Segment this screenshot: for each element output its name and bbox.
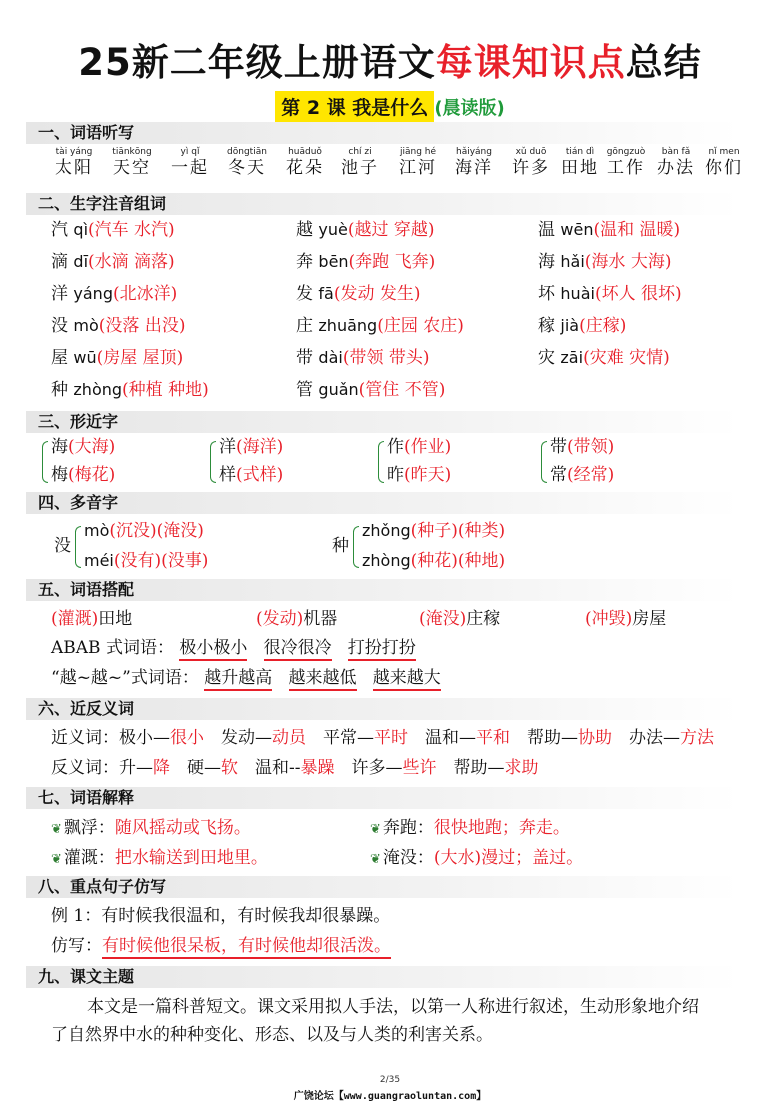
polyphone-brace <box>75 526 81 568</box>
theme-line-1: 本文是一篇科普短文。课文采用拟人手法，以第一人称进行叙述，生动形象地介绍 <box>87 997 699 1017</box>
pair-label: 近义词： <box>51 728 119 748</box>
vocab-hanzi: 天空 <box>113 158 151 178</box>
collocation <box>585 607 666 631</box>
char-pinyin: huài <box>560 284 595 303</box>
char-hanzi: 带 <box>296 348 313 368</box>
similar-word: (经常) <box>567 465 615 485</box>
char-hanzi: 坏 <box>538 284 555 304</box>
char-entry <box>296 314 464 338</box>
definition <box>51 846 268 872</box>
vocab-pinyin: yì qǐ <box>180 147 200 157</box>
similar-word: (海洋) <box>236 437 284 457</box>
similar-top <box>550 435 614 459</box>
pair-match: 很小 <box>170 728 204 748</box>
similar-top <box>387 435 451 459</box>
vocab-hanzi: 你们 <box>705 158 743 178</box>
char-pinyin: hǎi <box>560 252 585 271</box>
synonym-row <box>51 726 714 750</box>
char-entry <box>296 282 421 306</box>
lesson-label: 第 2 课 我是什么 <box>275 91 434 122</box>
similar-char: 作 <box>387 437 404 457</box>
pair-dash: — <box>255 728 272 748</box>
yueyue-label: “越~越~”式词语： <box>51 668 199 688</box>
sprout-icon: ❦ <box>51 822 62 837</box>
similar-top <box>51 435 115 459</box>
yueyue-word: 越来越大 <box>373 668 441 691</box>
char-pinyin: guǎn <box>318 380 359 399</box>
polyphone-pinyin: méi <box>84 551 114 570</box>
char-words: (没落 出没) <box>98 316 186 336</box>
similar-bottom <box>219 463 283 487</box>
char-entry <box>51 314 185 338</box>
vocab-word <box>276 147 334 179</box>
pair-match: 暴躁 <box>300 758 335 778</box>
char-hanzi: 温 <box>538 220 555 240</box>
vocab-hanzi: 工作 <box>607 158 645 178</box>
imitate-text: 有时候他很呆板，有时候他却很活泼。 <box>102 936 391 959</box>
pair-dash: — <box>357 728 374 748</box>
vocab-hanzi: 一起 <box>171 158 209 178</box>
char-entry <box>538 250 671 274</box>
pair-word: 许多 <box>351 758 386 778</box>
pair-word: 帮助 <box>453 758 488 778</box>
char-words: (庄稼) <box>579 316 627 336</box>
page-number: 2/35 <box>379 1075 401 1085</box>
vocab-word <box>103 147 161 179</box>
char-pinyin: yuè <box>318 220 348 239</box>
char-entry <box>538 218 680 242</box>
char-hanzi: 海 <box>538 252 555 272</box>
collocation <box>256 607 337 631</box>
vocab-hanzi: 江河 <box>399 158 437 178</box>
char-words: (水滴 滴落) <box>88 252 175 272</box>
section-definitions: 七、词语解释 <box>26 787 740 809</box>
vocab-pinyin: tián dì <box>565 147 595 157</box>
char-words: (温和 温暖) <box>593 220 681 240</box>
collocation-modifier: (发动) <box>256 609 304 629</box>
char-words: (汽车 水汽) <box>88 220 175 240</box>
char-pinyin: yáng <box>73 284 113 303</box>
pair-match: 协助 <box>578 728 612 748</box>
collocation <box>419 607 500 631</box>
vocab-hanzi: 田地 <box>561 158 599 178</box>
definition <box>370 846 583 872</box>
char-words: (北冰洋) <box>112 284 178 304</box>
vocab-pinyin: hǎiyáng <box>456 147 492 157</box>
char-pinyin: mò <box>73 316 99 335</box>
polyphone-reading <box>84 519 204 543</box>
char-words: (坏人 很坏) <box>594 284 682 304</box>
char-entry <box>296 378 445 402</box>
char-words: (房屋 屋顶) <box>96 348 184 368</box>
polyphone-char: 种 <box>332 536 349 556</box>
theme-line-2: 了自然界中水的种种变化、形态、以及与人类的利害关系。 <box>51 1025 493 1045</box>
definition-text: (大水)漫过；盖过。 <box>433 848 584 868</box>
pair-match: 方法 <box>680 728 714 748</box>
definition <box>51 816 251 842</box>
vocab-hanzi: 办法 <box>657 158 695 178</box>
similar-top <box>219 435 283 459</box>
sprout-icon: ❦ <box>370 822 381 837</box>
vocab-hanzi: 太阳 <box>55 158 93 178</box>
char-pinyin: zhuāng <box>318 316 378 335</box>
vocab-word <box>389 147 447 179</box>
polyphone-reading <box>362 519 505 543</box>
yueyue-word: 越升越高 <box>204 668 272 691</box>
yueyue-row <box>51 666 441 690</box>
vocab-word <box>445 147 503 179</box>
lesson-heading <box>0 91 780 122</box>
section-sentence-imitation: 八、重点句子仿写 <box>26 876 740 898</box>
similar-char: 样 <box>219 465 236 485</box>
pair-word: 温和 <box>255 758 289 778</box>
section-polyphones: 四、多音字 <box>26 492 740 514</box>
char-entry <box>296 250 435 274</box>
char-hanzi: 滴 <box>51 252 68 272</box>
similar-char: 梅 <box>51 465 68 485</box>
char-entry <box>538 314 626 338</box>
vocab-hanzi: 冬天 <box>228 158 266 178</box>
collocation-modifier: (淹没) <box>419 609 467 629</box>
vocab-hanzi: 花朵 <box>286 158 324 178</box>
imitate-label: 仿写： <box>51 936 102 956</box>
lesson-note: (晨读版) <box>434 98 505 119</box>
section-vocab-dictation: 一、词语听写 <box>26 122 740 144</box>
similar-bottom <box>387 463 451 487</box>
polyphone-reading <box>362 549 505 573</box>
char-hanzi: 奔 <box>296 252 313 272</box>
imitation-sentence <box>51 934 391 958</box>
title-tail: 总结 <box>625 41 702 84</box>
vocab-pinyin: jiāng hé <box>399 147 437 157</box>
pair-label: 反义词： <box>51 758 119 778</box>
polyphone-words: (种子)(种类) <box>410 521 506 541</box>
definition-term: 飘浮： <box>63 818 115 838</box>
polyphone-pinyin: zhǒng <box>362 521 411 540</box>
pair-word: 帮助 <box>527 728 561 748</box>
vocab-pinyin: chí zi <box>348 147 372 157</box>
title-black: 25新二年级上册语文 <box>78 41 436 84</box>
similar-word: (昨天) <box>404 465 452 485</box>
polyphone-brace <box>353 526 359 568</box>
polyphone-words: (沉没)(淹没) <box>109 521 204 541</box>
polyphone-words: (种花)(种地) <box>410 551 506 571</box>
collocation <box>51 607 132 631</box>
main-title <box>0 32 780 86</box>
abab-word: 很冷很冷 <box>264 638 332 661</box>
similar-brace <box>42 441 48 483</box>
char-words: (越过 穿越) <box>347 220 435 240</box>
section-theme: 九、课文主题 <box>26 966 740 988</box>
similar-word: (作业) <box>404 437 452 457</box>
similar-bottom <box>550 463 614 487</box>
definition-term: 奔跑： <box>382 818 434 838</box>
polyphone-pinyin: zhòng <box>362 551 411 570</box>
pair-word: 升 <box>119 758 136 778</box>
similar-brace <box>541 441 547 483</box>
polyphone-pinyin: mò <box>84 521 110 540</box>
char-entry <box>51 282 177 306</box>
abab-label: ABAB 式词语： <box>51 638 174 658</box>
similar-word: (大海) <box>68 437 116 457</box>
char-hanzi: 灾 <box>538 348 555 368</box>
char-words: (种植 种地) <box>122 380 209 400</box>
collocation-noun: 庄稼 <box>466 609 501 629</box>
similar-char: 洋 <box>219 437 236 457</box>
vocab-word <box>45 147 103 179</box>
pair-dash: — <box>561 728 578 748</box>
char-pinyin: zāi <box>560 348 584 367</box>
section-syn-ant: 六、近反义词 <box>26 698 740 720</box>
collocation-noun: 田地 <box>98 609 133 629</box>
similar-char: 带 <box>550 437 567 457</box>
char-hanzi: 发 <box>296 284 313 304</box>
char-hanzi: 庄 <box>296 316 313 336</box>
similar-char: 海 <box>51 437 68 457</box>
vocab-pinyin: tiānkōng <box>112 147 152 157</box>
char-words: (庄园 农庄) <box>377 316 464 336</box>
definition-text: 随风摇动或飞扬。 <box>114 818 251 838</box>
definition <box>370 816 570 842</box>
vocab-hanzi: 池子 <box>341 158 379 178</box>
vocab-pinyin: nǐ men <box>708 147 740 157</box>
char-hanzi: 越 <box>296 220 313 240</box>
similar-word: (梅花) <box>68 465 116 485</box>
pair-match: 软 <box>221 758 238 778</box>
char-entry <box>51 250 175 274</box>
char-pinyin: qì <box>73 220 89 239</box>
char-pinyin: wū <box>73 348 97 367</box>
similar-brace <box>210 441 216 483</box>
char-entry <box>51 378 209 402</box>
pair-dash: — <box>487 758 505 778</box>
char-pinyin: jià <box>560 316 580 335</box>
polyphone-words: (没有)(没事) <box>113 551 209 571</box>
example-label: 例 1： <box>51 906 102 926</box>
pair-match: 降 <box>153 758 170 778</box>
char-hanzi: 种 <box>51 380 68 400</box>
char-hanzi: 稼 <box>538 316 555 336</box>
char-pinyin: fā <box>318 284 334 303</box>
vocab-hanzi: 许多 <box>512 158 550 178</box>
vocab-hanzi: 海洋 <box>455 158 493 178</box>
vocab-pinyin: gōngzuò <box>606 147 646 157</box>
vocab-pinyin: dōngtiān <box>227 147 267 157</box>
char-hanzi: 洋 <box>51 284 68 304</box>
collocation-noun: 房屋 <box>632 609 667 629</box>
yueyue-word: 越来越低 <box>289 668 357 691</box>
pair-dash: — <box>385 758 403 778</box>
definition-term: 淹没： <box>382 848 434 868</box>
vocab-pinyin: xǔ duō <box>515 147 547 157</box>
pair-match: 些许 <box>402 758 437 778</box>
char-pinyin: wēn <box>560 220 594 239</box>
char-pinyin: dī <box>73 252 89 271</box>
char-entry <box>296 346 429 370</box>
pair-word: 发动 <box>221 728 255 748</box>
title-red: 每课知识点 <box>435 41 626 84</box>
char-hanzi: 汽 <box>51 220 68 240</box>
char-entry <box>51 218 175 242</box>
section-collocations: 五、词语搭配 <box>26 579 740 601</box>
similar-char: 昨 <box>387 465 404 485</box>
similar-brace <box>378 441 384 483</box>
collocation-modifier: (冲毁) <box>585 609 633 629</box>
char-pinyin: zhòng <box>73 380 123 399</box>
char-words: (灾难 灾情) <box>583 348 670 368</box>
definition-text: 把水输送到田地里。 <box>114 848 268 868</box>
vocab-word <box>695 147 753 179</box>
similar-bottom <box>51 463 115 487</box>
char-hanzi: 管 <box>296 380 313 400</box>
pair-word: 极小 <box>119 728 153 748</box>
footer-site: 广饶论坛【www.guangraoluntan.com】 <box>293 1091 487 1102</box>
pair-word: 平常 <box>323 728 357 748</box>
sprout-icon: ❦ <box>51 852 62 867</box>
pair-dash: -- <box>289 758 301 778</box>
vocab-pinyin: huāduǒ <box>288 147 322 157</box>
char-entry <box>538 346 670 370</box>
char-hanzi: 屋 <box>51 348 68 368</box>
example-text: 有时候我很温和，有时候我却很暴躁。 <box>101 906 391 926</box>
vocab-word <box>218 147 276 179</box>
pair-match: 求助 <box>504 758 539 778</box>
definition-text: 很快地跑；奔走。 <box>433 818 570 838</box>
vocab-pinyin: bàn fǎ <box>661 147 691 157</box>
polyphone-char: 没 <box>54 536 71 556</box>
pair-dash: — <box>663 728 680 748</box>
vocab-pinyin: tài yáng <box>55 147 93 157</box>
char-pinyin: bēn <box>318 252 349 271</box>
similar-word: (带领) <box>567 437 615 457</box>
similar-word: (式样) <box>236 465 284 485</box>
char-words: (奔跑 飞奔) <box>348 252 436 272</box>
section-char-phonetics: 二、生字注音组词 <box>26 193 740 215</box>
abab-row <box>51 636 416 660</box>
char-pinyin: dài <box>318 348 343 367</box>
char-words: (管住 不管) <box>358 380 446 400</box>
char-hanzi: 没 <box>51 316 68 336</box>
pair-word: 温和 <box>425 728 459 748</box>
collocation-modifier: (灌溉) <box>51 609 99 629</box>
char-words: (带领 带头) <box>342 348 430 368</box>
pair-match: 平时 <box>374 728 408 748</box>
section-similar-chars: 三、形近字 <box>26 411 740 433</box>
vocab-word <box>331 147 389 179</box>
polyphone-reading <box>84 549 208 573</box>
definition-term: 灌溉： <box>63 848 115 868</box>
antonym-row <box>51 756 539 780</box>
char-entry <box>296 218 435 242</box>
example-sentence <box>51 904 390 928</box>
pair-match: 动员 <box>272 728 306 748</box>
pair-match: 平和 <box>476 728 510 748</box>
char-entry <box>538 282 682 306</box>
similar-char: 常 <box>550 465 567 485</box>
sprout-icon: ❦ <box>370 852 381 867</box>
collocation-noun: 机器 <box>303 609 338 629</box>
pair-word: 硬 <box>187 758 204 778</box>
pair-word: 办法 <box>629 728 663 748</box>
char-entry <box>51 346 183 370</box>
char-words: (发动 发生) <box>333 284 421 304</box>
pair-dash: — <box>153 728 170 748</box>
pair-dash: — <box>459 728 476 748</box>
pair-dash: — <box>136 758 153 778</box>
pair-dash: — <box>204 758 221 778</box>
abab-word: 打扮打扮 <box>348 638 416 661</box>
abab-word: 极小极小 <box>179 638 247 661</box>
vocab-word <box>161 147 219 179</box>
char-words: (海水 大海) <box>584 252 672 272</box>
